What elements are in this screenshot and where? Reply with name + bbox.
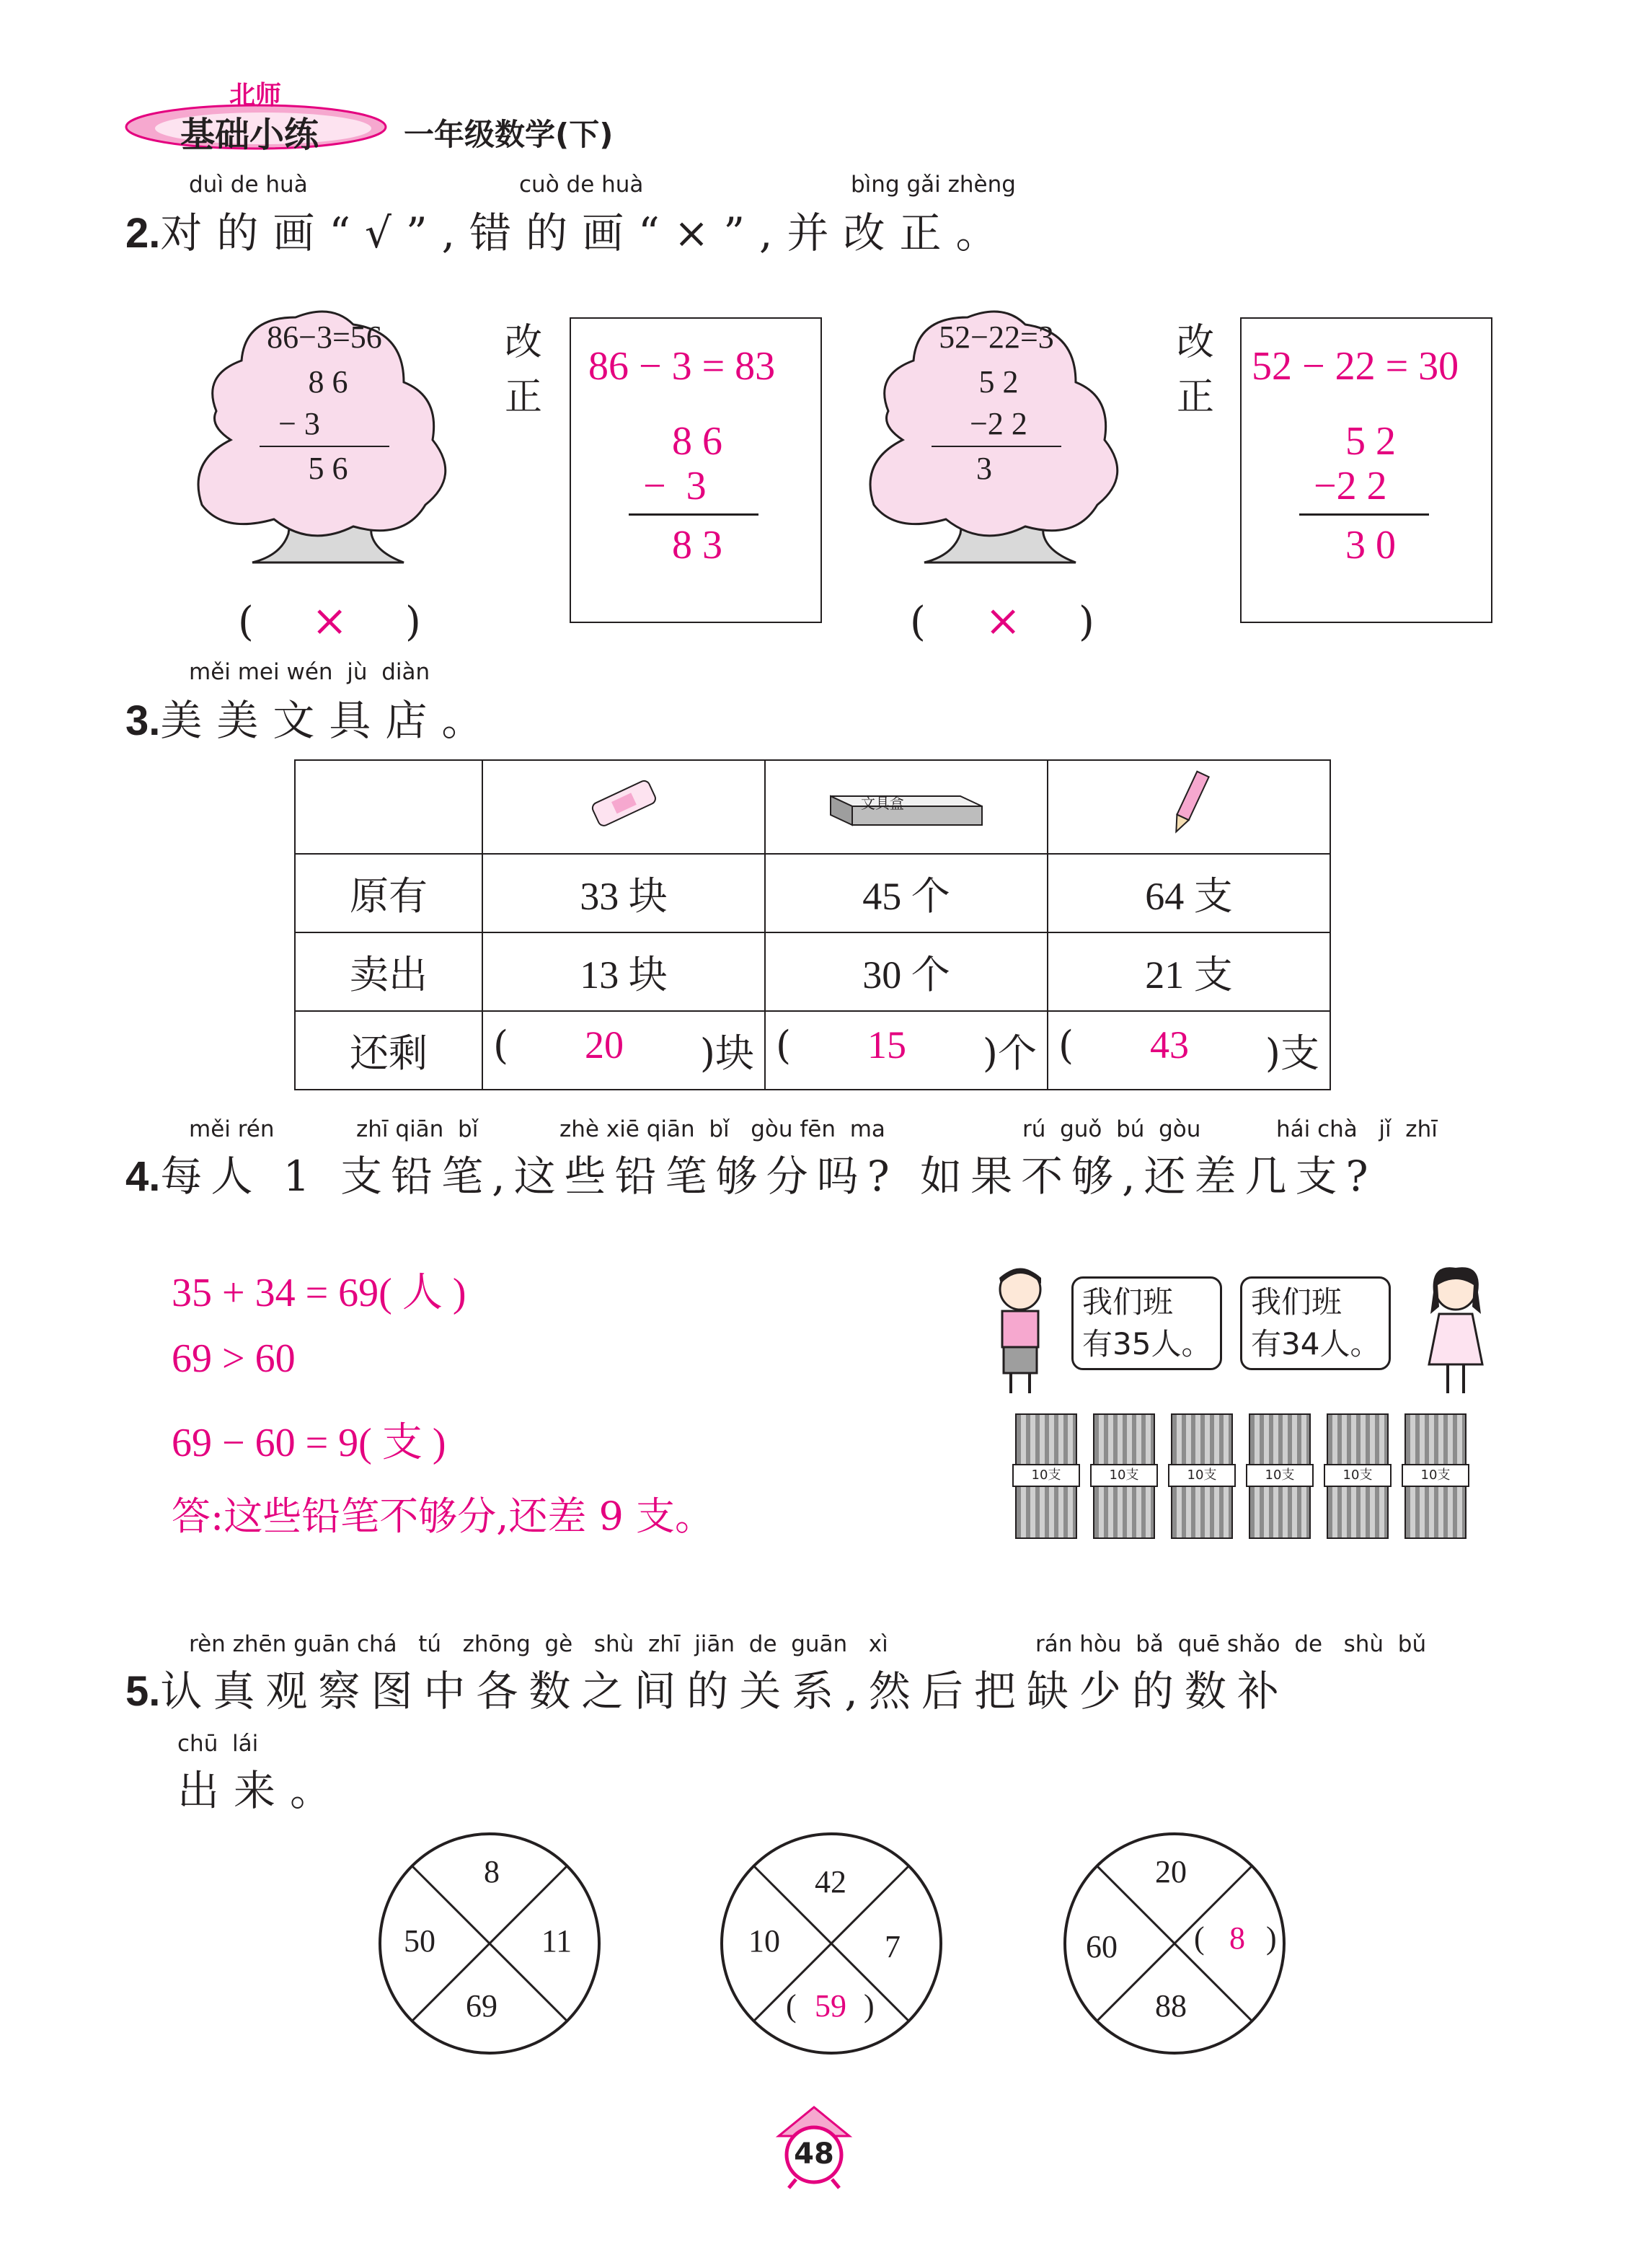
fix-line xyxy=(1299,513,1429,516)
circle-left: 10 xyxy=(748,1923,780,1959)
bubble-line: 有35人。 xyxy=(1082,1326,1212,1362)
answer-line: 69 − 60 = 9( 支 ) xyxy=(172,1421,446,1465)
pinyin: cuò de huà xyxy=(519,172,644,198)
fix-equation: 86 − 3 = 83 xyxy=(588,344,776,389)
answer: 20 xyxy=(585,1023,624,1067)
question-text xyxy=(125,199,1012,260)
bundle-label: 10支 xyxy=(1168,1464,1236,1487)
circle-bottom: 88 xyxy=(1155,1988,1187,2024)
brand-title: 基础小练 xyxy=(180,115,319,155)
fix-top: 8 6 xyxy=(672,419,722,464)
bundle-label: 10支 xyxy=(1402,1464,1469,1487)
eraser-cell xyxy=(482,760,765,854)
speech-bubble-boy xyxy=(1071,1276,1222,1370)
pencil-cell xyxy=(1048,760,1330,854)
correct-label: 改 xyxy=(1177,321,1215,364)
pinyin: bìng gǎi zhèng xyxy=(851,172,1016,198)
pinyin: hái chà jǐ zhī xyxy=(1276,1116,1438,1142)
pinyin: rán hòu bǎ quē shǎo de shù bǔ xyxy=(1035,1631,1427,1657)
eraser-icon xyxy=(584,774,663,831)
answer-line: 35 + 34 = 69( 人 ) xyxy=(172,1271,466,1315)
bubble-line: 我们班 xyxy=(1082,1284,1174,1320)
circle-bottom-answer: 59 xyxy=(815,1988,846,2024)
question-text xyxy=(125,687,497,747)
answer-line: 69 > 60 xyxy=(172,1336,296,1381)
text: 认真观察图中各数之间的关系,然后把缺少的数补 xyxy=(160,1667,1290,1716)
paren-open: ( xyxy=(786,1988,797,2024)
tree-equation: 52−22=3 xyxy=(939,319,1054,355)
brand-top: 北师 xyxy=(229,81,282,110)
circle-right: 11 xyxy=(541,1923,572,1959)
paren-open: ( xyxy=(238,599,254,645)
bubble-line: 我们班 xyxy=(1251,1284,1342,1320)
pinyin: zhī qiān bǐ xyxy=(356,1116,479,1142)
fix-minus: −2 2 xyxy=(1314,464,1387,508)
table-cell: 21 支 xyxy=(1048,932,1330,1011)
pinyin: chū lái xyxy=(177,1731,259,1757)
question-number: 5. xyxy=(125,1668,161,1715)
table-corner xyxy=(295,760,482,854)
pinyin: měi mei wén jù diàn xyxy=(189,659,430,685)
tree-minus: −2 2 xyxy=(970,406,1027,441)
paren-open: ( xyxy=(776,1023,792,1068)
answer-mark: × xyxy=(985,596,1022,646)
pencil-bundle xyxy=(1093,1413,1155,1539)
fix-line xyxy=(629,513,758,516)
paren-close: ) xyxy=(405,599,421,645)
tree-line xyxy=(260,446,389,447)
answer-sentence: 答:这些铅笔不够分,还差 9 支。 xyxy=(172,1493,715,1539)
bubble-line: 有34人。 xyxy=(1251,1326,1381,1362)
table-cell: 30 个 xyxy=(765,932,1048,1011)
row-label: 原有 xyxy=(295,854,482,932)
period: 。 xyxy=(441,696,498,745)
table-row xyxy=(295,1011,1330,1090)
pencil-bundle xyxy=(1249,1413,1311,1539)
pinyin: zhè xiē qiān bǐ gòu fēn ma xyxy=(559,1116,885,1142)
subject-title: 一年级数学(下) xyxy=(404,117,614,152)
fix-top: 5 2 xyxy=(1345,419,1396,464)
question-text-line2 xyxy=(177,1757,346,1817)
table-header-row xyxy=(295,760,1330,854)
table-cell: 64 支 xyxy=(1048,854,1330,932)
tree-top: 5 2 xyxy=(978,364,1019,400)
pencil-icon xyxy=(1160,767,1218,839)
question-number: 3. xyxy=(125,697,161,744)
table-cell: 33 块 xyxy=(482,854,765,932)
text: 对的画“ xyxy=(160,208,366,257)
pencil-bundle xyxy=(1015,1413,1077,1539)
circle-top: 42 xyxy=(815,1864,846,1899)
table-cell: 13 块 xyxy=(482,932,765,1011)
girl-illustration xyxy=(1416,1263,1495,1400)
paren-open: ( xyxy=(1058,1023,1074,1068)
period: 。 xyxy=(955,208,1012,257)
pinyin: rú guǒ bú gòu xyxy=(1022,1116,1201,1142)
pinyin: měi rén xyxy=(189,1116,275,1142)
fix-minus: − 3 xyxy=(643,464,707,508)
pencil-box-label: 文具盒 xyxy=(861,795,904,812)
pencil-box-cell xyxy=(765,760,1048,854)
row-label: 还剩 xyxy=(295,1011,482,1090)
circle-bottom: 69 xyxy=(466,1988,497,2024)
pinyin: rèn zhēn guān chá tú zhōng gè shù zhī jiān de guān xì xyxy=(189,1631,888,1657)
paren-open: ( xyxy=(493,1023,509,1068)
answer-mark: × xyxy=(311,596,348,646)
bundle-label: 10支 xyxy=(1012,1464,1080,1487)
table-cell xyxy=(1048,1011,1330,1090)
table-cell: 45 个 xyxy=(765,854,1048,932)
text: 每人 1 支铅笔,这些铅笔够分吗? 如果不够,还差几支? xyxy=(160,1152,1377,1201)
bundle-label: 10支 xyxy=(1246,1464,1314,1487)
correct-label: 正 xyxy=(505,376,543,419)
check-mark: √ xyxy=(365,208,406,257)
tree-result: 3 xyxy=(976,451,992,486)
circle-right: 7 xyxy=(885,1929,901,1964)
circle-left: 60 xyxy=(1086,1929,1118,1964)
bundle-label: 10支 xyxy=(1324,1464,1392,1487)
fix-result: 3 0 xyxy=(1345,523,1396,568)
stationery-table xyxy=(294,759,1331,1090)
question-number: 2. xyxy=(125,210,161,257)
paren-close: ) xyxy=(864,1988,875,2024)
pinyin: duì de huà xyxy=(189,172,308,198)
period: 。 xyxy=(290,1766,347,1815)
speech-bubble-girl xyxy=(1240,1276,1391,1370)
tree-line xyxy=(932,446,1061,447)
tree-equation: 86−3=56 xyxy=(267,319,382,355)
text: 出来 xyxy=(177,1766,291,1815)
text: ”,错的画“ xyxy=(406,208,674,257)
table-cell xyxy=(765,1011,1048,1090)
paren-open: ( xyxy=(910,599,926,645)
pencil-bundles xyxy=(1015,1413,1484,1543)
question-text xyxy=(125,1142,1377,1203)
tree-top: 8 6 xyxy=(308,364,348,400)
circle-top: 20 xyxy=(1155,1854,1187,1889)
tree-result: 5 6 xyxy=(308,451,348,486)
row-label: 卖出 xyxy=(295,932,482,1011)
table-row xyxy=(295,932,1330,1011)
unit: )个 xyxy=(982,1031,1037,1076)
question-text xyxy=(125,1657,1290,1718)
tree-minus: − 3 xyxy=(278,406,320,441)
pencil-bundle xyxy=(1327,1413,1389,1539)
text: 美美文具店 xyxy=(160,696,442,745)
unit: )支 xyxy=(1265,1031,1319,1076)
table-row xyxy=(295,854,1330,932)
correct-label: 改 xyxy=(505,321,543,364)
text: ”,并改正 xyxy=(723,208,956,257)
fix-equation: 52 − 22 = 30 xyxy=(1252,344,1459,389)
circle-right-answer: 8 xyxy=(1229,1920,1245,1956)
correction-box xyxy=(570,317,822,623)
fix-result: 8 3 xyxy=(672,523,722,568)
cross-mark: × xyxy=(673,208,724,257)
pencil-box-icon xyxy=(823,782,989,832)
paren-close: ) xyxy=(1266,1920,1277,1956)
pencil-bundle xyxy=(1171,1413,1233,1539)
correction-box xyxy=(1240,317,1492,623)
pencil-bundle xyxy=(1404,1413,1466,1539)
bundle-label: 10支 xyxy=(1090,1464,1158,1487)
paren-close: ) xyxy=(1079,599,1094,645)
question-number: 4. xyxy=(125,1153,161,1200)
circle-left: 50 xyxy=(404,1923,435,1959)
circle-top: 8 xyxy=(484,1854,500,1889)
unit: )块 xyxy=(699,1031,754,1076)
boy-illustration xyxy=(981,1263,1060,1400)
answer: 43 xyxy=(1150,1023,1189,1067)
correct-label: 正 xyxy=(1177,376,1215,419)
answer: 15 xyxy=(867,1023,906,1067)
page-number: 48 xyxy=(794,2137,834,2171)
paren-open: ( xyxy=(1194,1920,1205,1956)
table-cell xyxy=(482,1011,765,1090)
